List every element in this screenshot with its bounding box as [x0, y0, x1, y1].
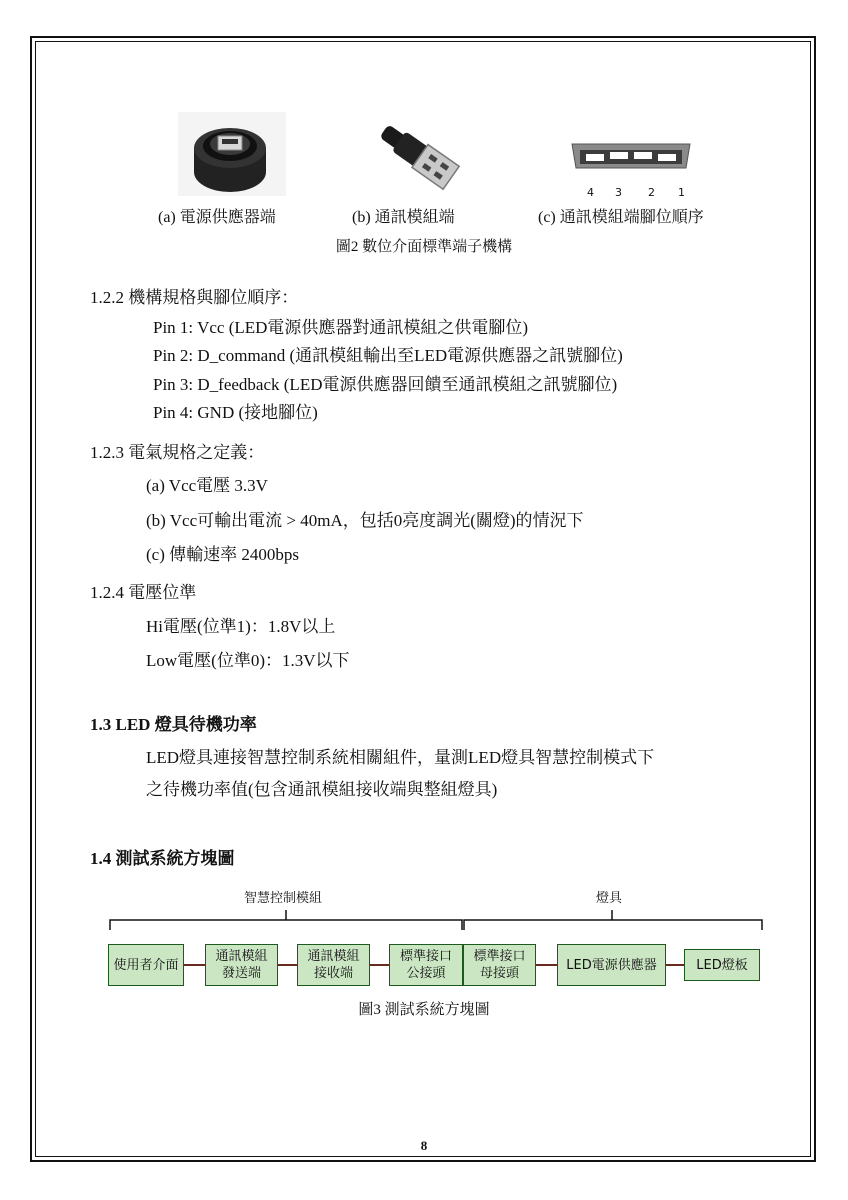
block-comm-receiver: 通訊模組 接收端 — [297, 944, 370, 986]
caption-a: (a) 電源供應器端 — [158, 209, 276, 226]
usb-pin-order-diagram — [566, 140, 696, 184]
pin-number-3: 3 — [615, 186, 622, 199]
connector-2 — [278, 964, 298, 966]
group-braces — [106, 904, 768, 934]
heading-1-2-4: 1.2.4 電壓位準 — [90, 583, 197, 602]
heading-1-2-3: 1.2.3 電氣規格之定義： — [90, 443, 265, 462]
caption-c: (c) 通訊模組端腳位順序 — [538, 209, 704, 226]
electrical-item-a: (a) Vcc電壓 3.3V — [146, 476, 268, 495]
voltage-hi: Hi電壓(位準1)：1.8V以上 — [146, 617, 336, 636]
electrical-item-c: (c) 傳輸速率 2400bps — [146, 545, 299, 564]
voltage-low: Low電壓(位準0)：1.3V以下 — [146, 651, 350, 670]
heading-1-2-2: 1.2.2 機構規格與腳位順序： — [90, 288, 299, 307]
pin-1-text: Pin 1: Vcc (LED電源供應器對通訊模組之供電腳位) — [153, 318, 529, 337]
pin-4-text: Pin 4: GND (接地腳位) — [153, 403, 318, 422]
pin-number-2: 2 — [648, 186, 655, 199]
block-led-power-supply: LED電源供應器 — [557, 944, 666, 986]
pin-number-1: 1 — [678, 186, 685, 199]
block-user-interface: 使用者介面 — [108, 944, 184, 986]
connector-5 — [666, 964, 684, 966]
pin-2-text: Pin 2: D_command (通訊模組輸出至LED電源供應器之訊號腳位) — [153, 346, 623, 365]
power-supply-connector-photo — [178, 112, 286, 196]
connector-1 — [184, 964, 206, 966]
standby-body-line-2: 之待機功率值(包含通訊模組接收端與整組燈具) — [146, 780, 498, 799]
standby-body-line-1: LED燈具連接智慧控制系統相關組件，量測LED燈具智慧控制模式下 — [146, 748, 655, 767]
group-label-luminaire: 燈具 — [596, 891, 623, 906]
heading-1-3: 1.3 LED 燈具待機功率 — [90, 715, 257, 734]
connector-4 — [536, 964, 558, 966]
usb-plug-photo — [372, 118, 468, 194]
heading-1-4: 1.4 測試系統方塊圖 — [90, 849, 235, 868]
figure2-title: 圖2 數位介面標準端子機構 — [335, 239, 513, 255]
block-standard-male-connector: 標準接口 公接頭 — [389, 944, 463, 986]
block-led-panel: LED燈板 — [684, 949, 760, 981]
block-comm-transmitter: 通訊模組 發送端 — [205, 944, 278, 986]
pin-number-4: 4 — [587, 186, 594, 199]
caption-b: (b) 通訊模組端 — [352, 209, 455, 226]
group-label-smart-control: 智慧控制模組 — [244, 891, 323, 906]
figure3-title: 圖3 測試系統方塊圖 — [358, 1002, 490, 1018]
electrical-item-b: (b) Vcc可輸出電流 > 40mA，包括0亮度調光(關燈)的情況下 — [146, 511, 584, 530]
connector-3 — [370, 964, 390, 966]
page-number: 8 — [420, 1138, 428, 1153]
block-standard-female-connector: 標準接口 母接頭 — [463, 944, 536, 986]
pin-3-text: Pin 3: D_feedback (LED電源供應器回饋至通訊模組之訊號腳位) — [153, 375, 618, 394]
